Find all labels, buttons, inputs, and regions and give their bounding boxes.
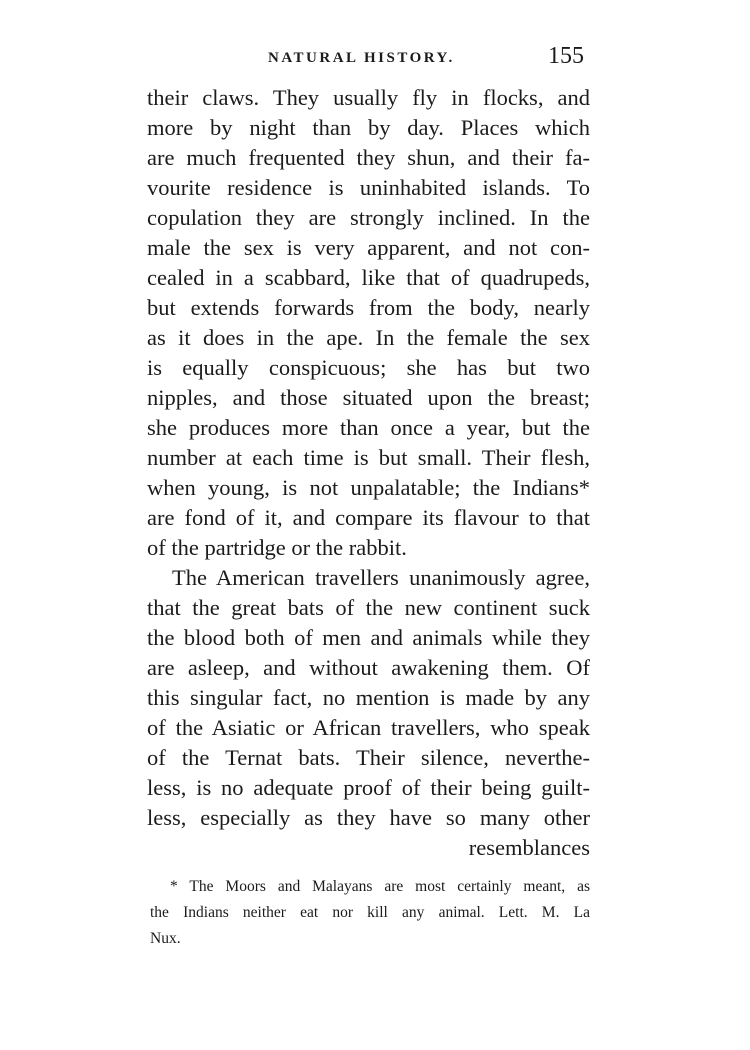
text-line: their claws. They usually fly in flocks, and [147, 85, 590, 110]
running-head: NATURAL HISTORY. [268, 50, 455, 66]
text-line: but extends forwards from the body, nearly [147, 295, 590, 320]
text-line: of the Ternat bats. Their silence, neverthe- [147, 745, 590, 770]
footnote-line: * The Moors and Malayans are most certainly meant, as [170, 878, 590, 895]
text-line: when young, is not unpalatable; the Indians* [147, 475, 590, 500]
text-line: of the partridge or the rabbit. [147, 535, 407, 560]
text-line: less, especially as they have so many other [147, 805, 590, 830]
text-line: nipples, and those situated upon the breast; [147, 385, 590, 410]
text-line: vourite residence is uninhabited islands. To [147, 175, 590, 200]
text-line: are fond of it, and compare its flavour to that [147, 505, 590, 530]
text-line: copulation they are strongly inclined. In the [147, 205, 590, 230]
footnote-line: the Indians neither eat nor kill any animal. Lett. M. La [150, 904, 590, 921]
text-line: as it does in the ape. In the female the sex [147, 325, 590, 350]
text-line: number at each time is but small. Their flesh, [147, 445, 590, 470]
text-line: male the sex is very apparent, and not con- [147, 235, 590, 260]
text-line: that the great bats of the new continent suck [147, 595, 590, 620]
text-line: are much frequented they shun, and their fa- [147, 145, 590, 170]
text-line: this singular fact, no mention is made by any [147, 685, 590, 710]
footnote-line: Nux. [150, 930, 181, 947]
text-line: cealed in a scabbard, like that of quadrupeds, [147, 265, 590, 290]
text-line: more by night than by day. Places which [147, 115, 590, 140]
text-line: less, is no adequate proof of their being guilt- [147, 775, 590, 800]
text-line: she produces more than once a year, but the [147, 415, 590, 440]
page-number: 155 [548, 43, 584, 69]
text-line: is equally conspicuous; she has but two [147, 355, 590, 380]
text-line: the blood both of men and animals while they [147, 625, 590, 650]
text-line: are asleep, and without awakening them. Of [147, 655, 590, 680]
text-line: The American travellers unanimously agree, [172, 565, 590, 590]
catchword: resemblances [468, 835, 590, 860]
text-line: of the Asiatic or African travellers, who speak [147, 715, 590, 740]
